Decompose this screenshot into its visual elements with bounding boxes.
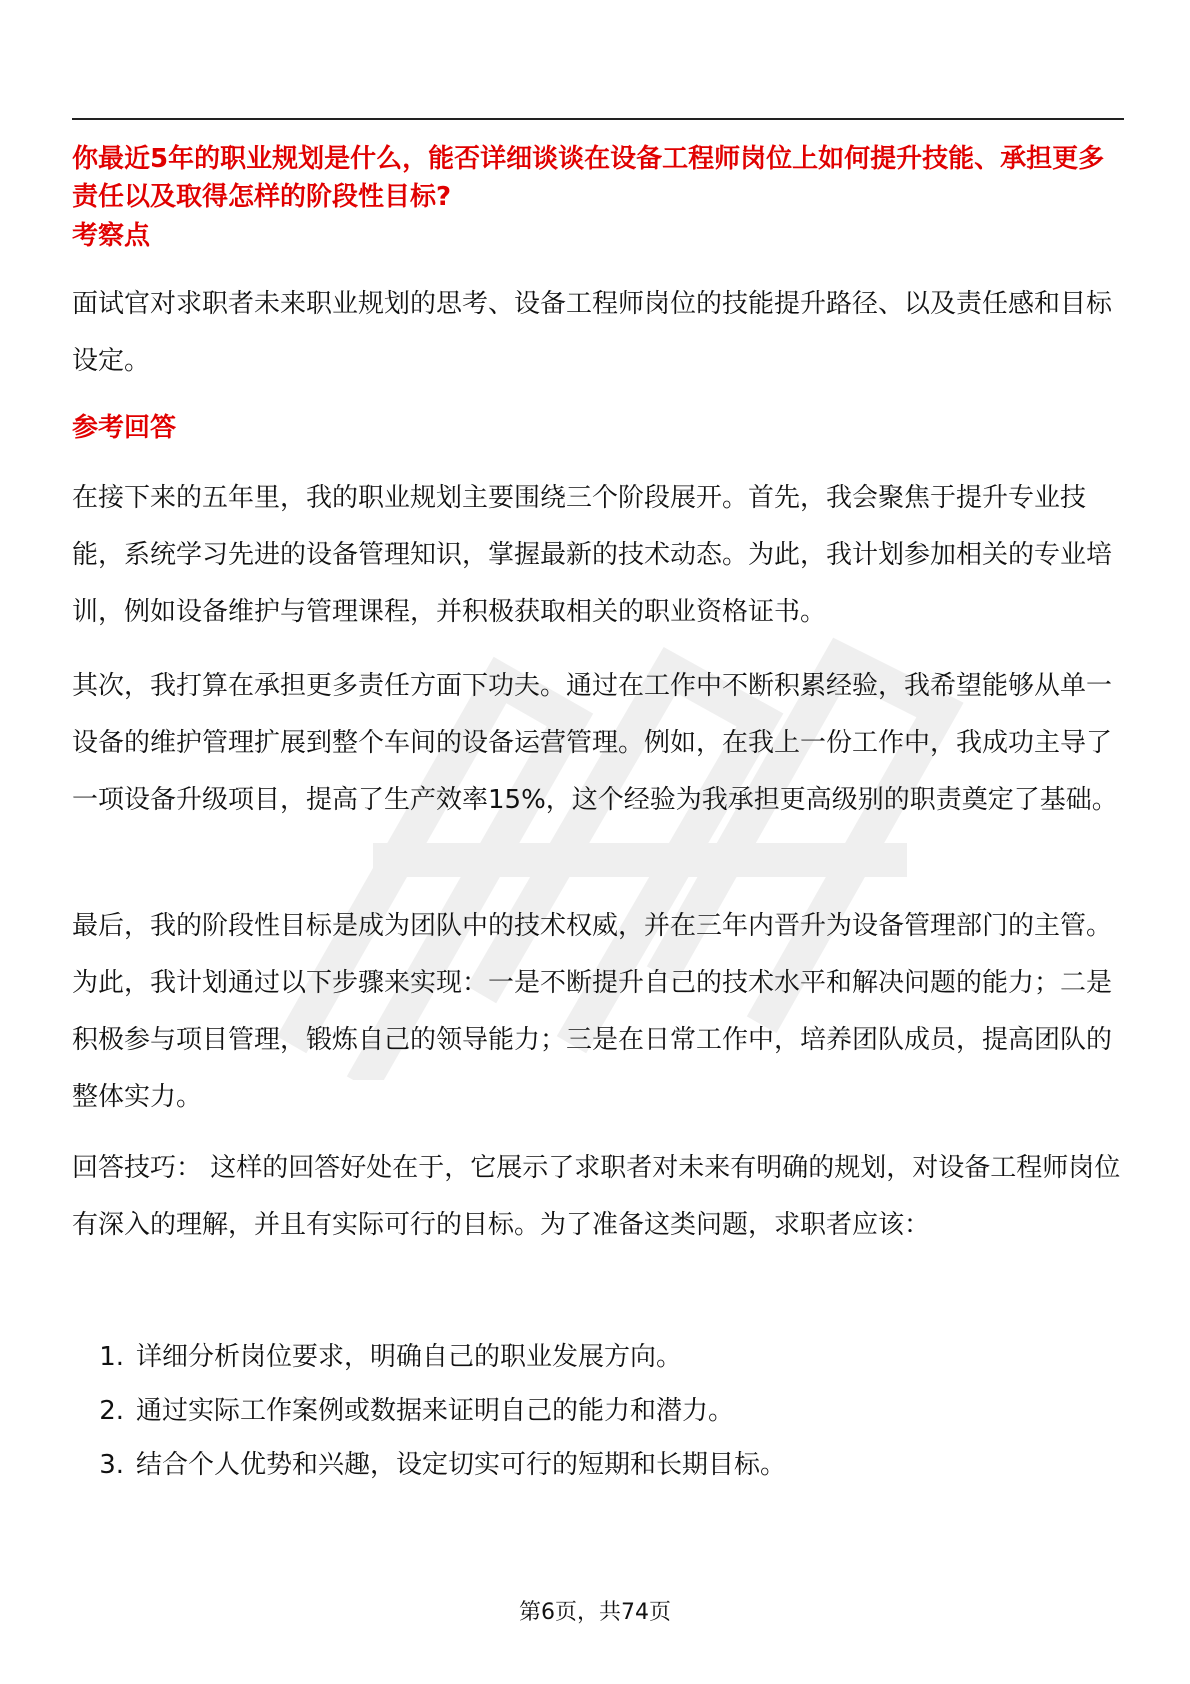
list-item-number: 2. <box>99 1396 124 1426</box>
answer-paragraph-3: 最后，我的阶段性目标是成为团队中的技术权威，并在三年内晋升为设备管理部门的主管。为此，我计划通过以下步骤来实现：一是不断提升自己的技术水平和解决问题的能力；二是积极参与项目管理，锻炼自己的领导能力；三是在日常工作中，培养团队成员，提高团队的整体实力。 <box>72 911 1113 1112</box>
list-item <box>72 1330 1124 1384</box>
list-item-text: 详细分析岗位要求，明确自己的职业发展方向。 <box>136 1342 683 1372</box>
list-item-number: 1. <box>99 1342 124 1372</box>
list-item-number: 3. <box>99 1450 124 1480</box>
answer-paragraph-1: 在接下来的五年里，我的职业规划主要围绕三个阶段展开。首先，我会聚焦于提升专业技能，系统学习先进的设备管理知识，掌握最新的技术动态。为此，我计划参加相关的专业培训，例如设备维护与管理课程，并积极获取相关的职业资格证书。 <box>72 483 1113 627</box>
focus-text: 面试官对求职者未来职业规划的思考、设备工程师岗位的技能提升路径、以及责任感和目标设定。 <box>72 289 1113 376</box>
answer-paragraph-2: 其次，我打算在承担更多责任方面下功夫。通过在工作中不断积累经验，我希望能够从单一设备的维护管理扩展到整个车间的设备运营管理。例如，在我上一份工作中，我成功主导了一项设备升级项目，提高了生产效率15%，这个经验为我承担更高级别的职责奠定了基础。 <box>72 671 1118 815</box>
focus-section-title: 考察点 <box>72 221 151 251</box>
tips-list <box>72 1330 1124 1492</box>
answer-tips-intro: 回答技巧： 这样的回答好处在于，它展示了求职者对未来有明确的规划，对设备工程师岗位有深入的理解，并且有实际可行的目标。为了准备这类问题，求职者应该： <box>72 1153 1121 1240</box>
list-item <box>72 1438 1124 1492</box>
answer-section-title: 参考回答 <box>72 413 177 443</box>
list-item <box>72 1384 1124 1438</box>
page-footer: 第6页，共74页 <box>519 1600 671 1625</box>
question-heading: 你最近5年的职业规划是什么，能否详细谈谈在设备工程师岗位上如何提升技能、承担更多责任以及取得怎样的阶段性目标? <box>72 144 1105 212</box>
list-item-text: 通过实际工作案例或数据来证明自己的能力和潜力。 <box>136 1396 735 1426</box>
top-divider <box>72 118 1124 120</box>
list-item-text: 结合个人优势和兴趣，设定切实可行的短期和长期目标。 <box>136 1450 787 1480</box>
